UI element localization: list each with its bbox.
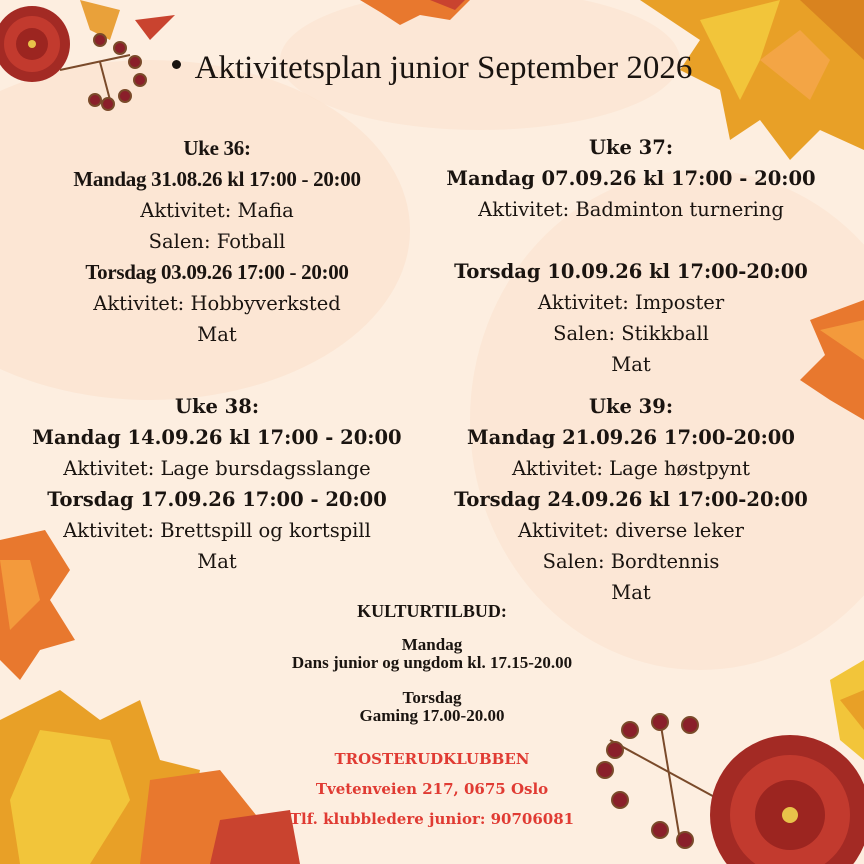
- schedule-line: Aktivitet: Lage bursdagsslange: [63, 457, 371, 480]
- schedule-line: Mat: [197, 323, 237, 346]
- schedule-line: Mat: [197, 550, 237, 573]
- red-flower-icon: [710, 735, 864, 864]
- schedule-line: Aktivitet: Imposter: [537, 291, 725, 314]
- kultur-text: Gaming 17.00-20.00: [359, 706, 505, 725]
- schedule-line: Aktivitet: Brettspill og kortspill: [63, 519, 371, 542]
- kultur-text: Dans junior og ungdom kl. 17.15-20.00: [291, 653, 573, 672]
- schedule-line: Torsdag 17.09.26 17:00 - 20:00: [47, 488, 387, 511]
- kultur-day: Mandag: [401, 635, 463, 654]
- week-heading: Uke 38:: [174, 395, 260, 418]
- week-heading: Uke 37:: [588, 136, 674, 159]
- schedule-line: Torsdag 03.09.26 17:00 - 20:00: [85, 260, 349, 284]
- kultur-monday: [232, 636, 632, 672]
- kultur-day: Torsdag: [402, 688, 462, 707]
- schedule-line: Mandag 21.09.26 17:00-20:00: [467, 426, 795, 449]
- bullet-icon: [172, 60, 181, 69]
- schedule-line: Salen: Fotball: [148, 230, 286, 253]
- club-phone: Tlf. klubbledere junior: 90706081: [289, 810, 575, 828]
- schedule-line: Torsdag 10.09.26 kl 17:00-20:00: [454, 260, 808, 283]
- schedule-line: Aktivitet: diverse leker: [517, 519, 744, 542]
- schedule-line: Aktivitet: Hobbyverksted: [93, 292, 341, 315]
- page-title: [0, 50, 864, 87]
- title-text: Aktivitetsplan junior September 2026: [194, 50, 693, 86]
- week-39-block: [424, 391, 838, 608]
- week-heading: Uke 36:: [183, 136, 251, 160]
- schedule-line: [424, 225, 838, 256]
- week-36-block: [10, 133, 424, 350]
- schedule-line: Mat: [611, 353, 651, 376]
- schedule-line: Salen: Bordtennis: [542, 550, 720, 573]
- schedule-line: Mat: [611, 581, 651, 604]
- schedule-line: Salen: Stikkball: [553, 322, 709, 345]
- kultur-thursday: [232, 689, 632, 725]
- week-heading: Uke 39:: [588, 395, 674, 418]
- schedule-line: Torsdag 24.09.26 kl 17:00-20:00: [454, 488, 808, 511]
- week-37-block: [424, 132, 838, 380]
- schedule-line: Aktivitet: Lage høstpynt: [511, 457, 751, 480]
- schedule-line: Aktivitet: Mafia: [140, 199, 294, 222]
- week-38-block: [10, 391, 424, 577]
- schedule-line: Mandag 07.09.26 kl 17:00 - 20:00: [446, 167, 816, 190]
- schedule-line: Aktivitet: Badminton turnering: [478, 198, 784, 221]
- schedule-line: Mandag 14.09.26 kl 17:00 - 20:00: [32, 426, 402, 449]
- kultur-heading: KULTURTILBUD:: [357, 601, 507, 621]
- club-address: Tvetenveien 217, 0675 Oslo: [315, 780, 549, 798]
- club-name: TROSTERUDKLUBBEN: [334, 750, 530, 768]
- schedule-line: Mandag 31.08.26 kl 17:00 - 20:00: [73, 167, 361, 191]
